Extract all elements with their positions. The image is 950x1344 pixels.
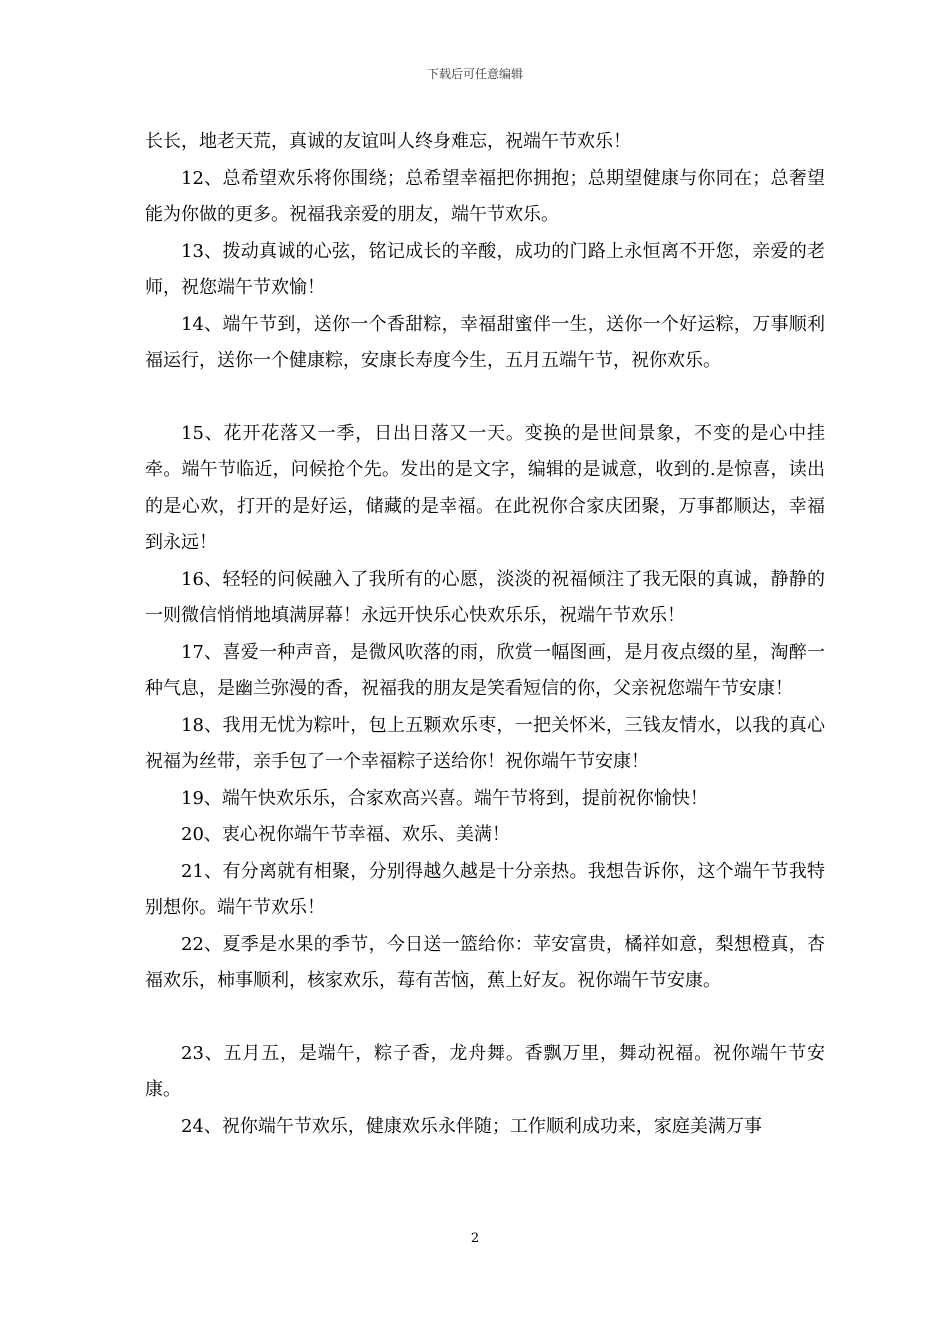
paragraph-14: 14、端午节到，送你一个香甜粽，幸福甜蜜伴一生，送你一个好运粽，万事顺利福运行，送你一个健康粽，安康长寿度今生，五月五端午节，祝你欢乐。: [145, 313, 825, 371]
blank-line: [145, 1000, 825, 1036]
blank-line: [145, 380, 825, 416]
paragraph-19: 19、端午快欢乐乐，合家欢高兴喜。端午节将到，提前祝你愉快！: [181, 787, 708, 809]
paragraph-20: 20、衷心祝你端午节幸福、欢乐、美满！: [181, 824, 510, 845]
paragraph-15: 15、花开花落又一季，日出日落又一天。变换的是世间景象，不变的是心中挂牵。端午节临近，问候抢个先。发出的是文字，编辑的是诚意，收到的.是惊喜，读出的是心欢，打开的是好运，储藏的是幸福。在此祝你合家庆团聚，万事都顺达，幸福到永远！: [145, 422, 825, 553]
paragraph-18: 18、我用无忧为粽叶，包上五颗欢乐枣，一把关怀米，三钱友情水，以我的真心祝福为丝带，亲手包了一个幸福粽子送给你！祝你端午节安康！: [145, 714, 825, 772]
page-header: 下载后可任意编辑: [426, 67, 523, 81]
paragraph-21: 21、有分离就有相聚，分别得越久越是十分亲热。我想告诉你，这个端午节我特别想你。端午节欢乐！: [145, 860, 825, 918]
paragraph-23: 23、五月五，是端午，粽子香，龙舟舞。香飘万里，舞动祝福。祝你端午节安康。: [145, 1042, 825, 1100]
paragraph-12: 12、总希望欢乐将你围绕；总希望幸福把你拥抱；总期望健康与你同在；总奢望能为你做的更多。祝福我亲爱的朋友，端午节欢乐。: [145, 167, 825, 225]
document-body: [145, 124, 825, 1145]
paragraph-continuation: 长长，地老天荒，真诚的友谊叫人终身难忘，祝端午节欢乐！: [145, 131, 631, 152]
paragraph-13: 13、拨动真诚的心弦，铭记成长的辛酸，成功的门路上永恒离不开您，亲爱的老师，祝您端午节欢愉！: [145, 240, 825, 298]
paragraph-16: 16、轻轻的问候融入了我所有的心愿，淡淡的祝福倾注了我无限的真诚，静静的一则微信悄悄地填满屏幕！永远开快乐心快欢乐乐，祝端午节欢乐！: [145, 568, 825, 626]
paragraph-17: 17、喜爱一种声音，是微风吹落的雨，欣赏一幅图画，是月夜点缀的星，淘醉一种气息，是幽兰弥漫的香，祝福我的朋友是笑看短信的你，父亲祝您端午节安康！: [145, 641, 825, 699]
paragraph-22: 22、夏季是水果的季节，今日送一篮给你：苹安富贵，橘祥如意，梨想橙真，杏福欢乐，柿事顺利，核家欢乐，莓有苦恼，蕉上好友。祝你端午节安康。: [145, 933, 825, 991]
page-number: 2: [470, 1231, 480, 1246]
paragraph-24: 24、祝你端午节欢乐，健康欢乐永伴随；工作顺利成功来，家庭美满万事: [181, 1115, 762, 1137]
